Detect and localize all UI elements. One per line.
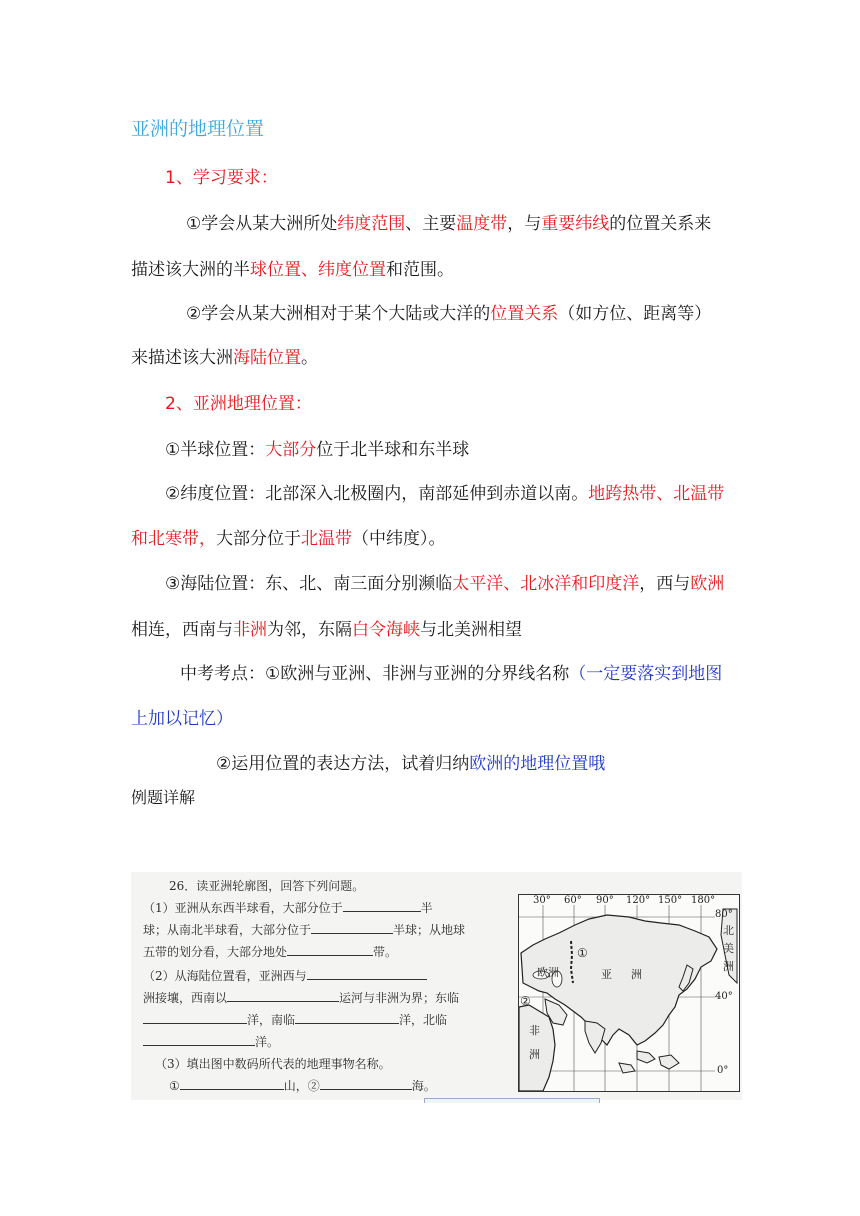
example-heading: 例题详解 bbox=[131, 788, 196, 807]
asia-label: 亚 bbox=[601, 968, 612, 981]
section-heading-requirements: 1、学习要求： bbox=[165, 168, 278, 188]
text: ②纬度位置：北部深入北极圈内，南部延伸到赤道以南。 bbox=[165, 484, 589, 504]
text: 的位置关系来 bbox=[609, 214, 712, 234]
text: 海。 bbox=[411, 1079, 436, 1093]
exam-point-line-2: 上加以记忆） bbox=[131, 709, 233, 729]
text: （2）从海陆位置看，亚洲西与 bbox=[143, 969, 307, 983]
requirement-2-line-2 bbox=[131, 346, 318, 370]
exercise-line: （3）填出图中数码所代表的地理事物名称。 bbox=[155, 1057, 391, 1071]
page-title: 亚洲的地理位置 bbox=[131, 118, 265, 140]
longitude-label: 30° bbox=[533, 895, 551, 906]
hemisphere-position bbox=[165, 438, 469, 462]
highlight-text: 海陆位置 bbox=[233, 348, 301, 368]
text: 。 bbox=[301, 348, 318, 368]
text: ① bbox=[169, 1079, 180, 1093]
text: ②运用位置的表达方法，试着归纳 bbox=[216, 754, 470, 774]
text: ②学会从某大洲相对于某个大陆或大洋的 bbox=[186, 304, 491, 324]
text: 五带的划分看，大部分地处 bbox=[143, 945, 288, 959]
exercise-line bbox=[143, 1012, 447, 1028]
exercise-line bbox=[143, 900, 433, 916]
africa-label: 洲 bbox=[529, 1048, 540, 1061]
highlight-text: 重要纬线 bbox=[541, 214, 610, 234]
requirement-1-line-2 bbox=[131, 258, 454, 282]
highlight-text: 白令海峡 bbox=[352, 620, 420, 640]
longitude-label: 180° bbox=[691, 895, 716, 906]
latitude-label: 80° bbox=[715, 909, 733, 920]
highlight-text: 非洲 bbox=[233, 620, 267, 640]
image-edge-decoration bbox=[424, 1098, 600, 1103]
text: 与北美洲相望 bbox=[420, 620, 522, 640]
answer-blank bbox=[307, 968, 427, 980]
section-heading-location: 2、亚洲地理位置： bbox=[165, 394, 312, 414]
answer-blank bbox=[311, 922, 393, 934]
latitude-label: 40° bbox=[715, 991, 733, 1002]
europe-label: 欧洲 bbox=[537, 966, 559, 979]
answer-blank bbox=[143, 1034, 255, 1046]
exercise-line bbox=[143, 1034, 279, 1050]
asia-outline-map bbox=[518, 894, 740, 1092]
sea-land-position-line-2 bbox=[131, 618, 522, 642]
text: （中纬度）。 bbox=[352, 529, 446, 549]
longitude-label: 90° bbox=[596, 895, 614, 906]
text: 半球；从地球 bbox=[393, 923, 466, 937]
north-america-label: 洲 bbox=[723, 960, 734, 973]
highlight-text: 位置关系 bbox=[490, 304, 559, 324]
marker-1: ① bbox=[577, 946, 588, 960]
text: 半 bbox=[420, 901, 433, 915]
highlight-text: 太平洋、北冰洋和印度洋 bbox=[452, 574, 640, 594]
marker-2: ② bbox=[520, 994, 531, 1008]
exam-point-line-1 bbox=[180, 662, 722, 686]
text: 带。 bbox=[373, 945, 398, 959]
highlight-text: （一定要落实到地图 bbox=[569, 664, 723, 684]
answer-blank bbox=[295, 1012, 399, 1024]
answer-blank bbox=[287, 944, 373, 956]
highlight-text: 欧洲的地理位置哦 bbox=[469, 754, 606, 774]
text: 洋，北临 bbox=[399, 1013, 448, 1027]
text: 山，② bbox=[283, 1079, 320, 1093]
answer-blank bbox=[180, 1078, 284, 1090]
answer-blank bbox=[227, 990, 339, 1002]
answer-blank bbox=[143, 1012, 247, 1024]
text: 洋。 bbox=[255, 1035, 280, 1049]
exercise-image bbox=[131, 872, 742, 1100]
longitude-label: 150° bbox=[658, 895, 683, 906]
map-graphic bbox=[519, 895, 739, 1091]
north-america-label: 美 bbox=[723, 942, 734, 955]
requirement-2-line-1 bbox=[186, 302, 711, 326]
text: 大部分位于 bbox=[216, 529, 301, 549]
text: 、主要 bbox=[405, 214, 457, 234]
exercise-line bbox=[143, 922, 465, 938]
text: 运河与非洲为界；东临 bbox=[339, 991, 460, 1005]
text: 相连，西南与 bbox=[131, 620, 233, 640]
text: 描述该大洲的半 bbox=[131, 260, 250, 280]
text: 来描述该大洲 bbox=[131, 348, 233, 368]
highlight-text: 欧洲 bbox=[690, 574, 725, 594]
highlight-text: 大部分 bbox=[265, 440, 317, 460]
highlight-text: 地跨热带、北温带 bbox=[588, 484, 725, 504]
africa-label: 非 bbox=[529, 1024, 540, 1037]
sea-land-position-line-1 bbox=[165, 572, 724, 596]
north-america-label: 北 bbox=[723, 924, 734, 937]
highlight-text: 北温带 bbox=[301, 529, 352, 549]
exercise-line bbox=[143, 944, 397, 960]
text: 洲接壤，西南以 bbox=[143, 991, 228, 1005]
text: ①学会从某大洲所处 bbox=[186, 214, 338, 234]
latitude-position-line-2 bbox=[131, 527, 446, 551]
highlight-text: 球位置、纬度位置 bbox=[250, 260, 386, 280]
exercise-line bbox=[143, 968, 427, 984]
text: （如方位、距离等） bbox=[558, 304, 712, 324]
exam-point-line-3 bbox=[216, 752, 605, 776]
answer-blank bbox=[343, 900, 421, 912]
highlight-text: 和北寒带， bbox=[131, 529, 216, 549]
text: 和范围。 bbox=[386, 260, 454, 280]
text: 为邻，东隔 bbox=[267, 620, 352, 640]
answer-blank bbox=[320, 1078, 412, 1090]
text: ，西与 bbox=[639, 574, 691, 594]
asia-label: 洲 bbox=[631, 968, 642, 981]
longitude-label: 60° bbox=[564, 895, 582, 906]
exercise-line bbox=[143, 990, 459, 1006]
highlight-text: 纬度范围 bbox=[337, 214, 406, 234]
exercise-line bbox=[169, 1078, 436, 1094]
exercise-question: 26．读亚洲轮廓图，回答下列问题。 bbox=[169, 879, 365, 893]
text: 洋，南临 bbox=[247, 1013, 296, 1027]
latitude-label: 0° bbox=[717, 1065, 729, 1076]
text: ，与 bbox=[507, 214, 542, 234]
text: 中考考点：①欧洲与亚洲、非洲与亚洲的分界线名称 bbox=[180, 664, 570, 684]
latitude-position-line-1 bbox=[165, 482, 724, 506]
text: ③海陆位置：东、北、南三面分别濒临 bbox=[165, 574, 453, 594]
requirement-1-line-1 bbox=[186, 212, 711, 236]
text: 位于北半球和东半球 bbox=[316, 440, 470, 460]
text: （1）亚洲从东西半球看，大部分位于 bbox=[143, 901, 343, 915]
longitude-label: 120° bbox=[626, 895, 651, 906]
text: ①半球位置： bbox=[165, 440, 266, 460]
text: 球；从南北半球看，大部分位于 bbox=[143, 923, 312, 937]
highlight-text: 温度带 bbox=[456, 214, 508, 234]
